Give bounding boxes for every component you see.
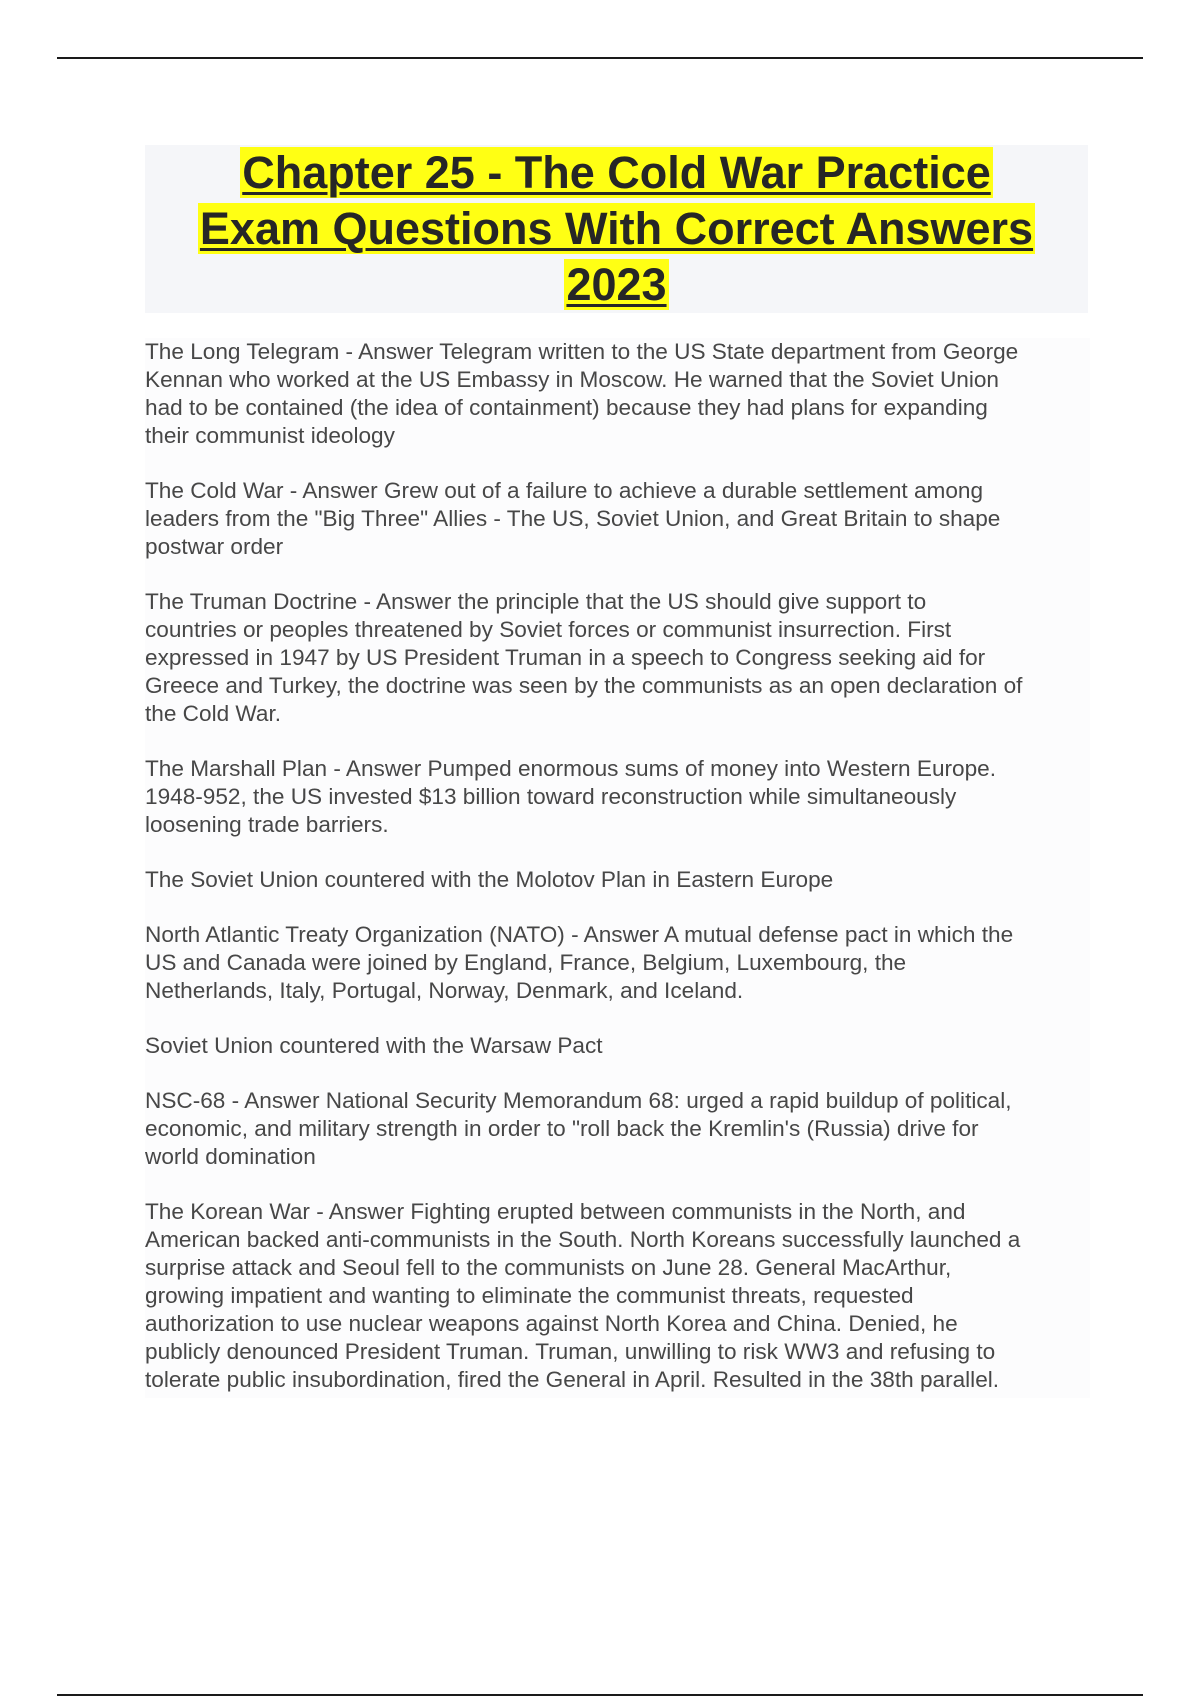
entry-line: economic, and military strength in order to "roll back the Kremlin's (Russia) drive for bbox=[145, 1116, 979, 1141]
qa-entry bbox=[145, 338, 1090, 450]
entry-line: countries or peoples threatened by Soviet forces or communist insurrection. First bbox=[145, 617, 952, 642]
entry-line: The Soviet Union countered with the Molotov Plan in Eastern Europe bbox=[145, 867, 834, 892]
qa-entry bbox=[145, 1032, 1090, 1060]
title-line: Exam Questions With Correct Answers bbox=[199, 203, 1034, 254]
entry-line: publicly denounced President Truman. Truman, unwilling to risk WW3 and refusing to bbox=[145, 1339, 996, 1364]
entry-line: had to be contained (the idea of containment) because they had plans for expanding bbox=[145, 395, 988, 420]
title-line: Chapter 25 - The Cold War Practice bbox=[242, 147, 991, 198]
title-line: 2023 bbox=[566, 259, 667, 310]
entry-line: Netherlands, Italy, Portugal, Norway, Denmark, and Iceland. bbox=[145, 978, 744, 1003]
qa-entry bbox=[145, 755, 1090, 839]
qa-entry bbox=[145, 921, 1090, 1005]
entry-line: 1948-952, the US invested $13 billion toward reconstruction while simultaneously bbox=[145, 784, 957, 809]
qa-entry bbox=[145, 1087, 1090, 1171]
qa-entry bbox=[145, 477, 1090, 561]
qa-entry bbox=[145, 1198, 1090, 1394]
entry-line: The Long Telegram - Answer Telegram written to the US State department from George bbox=[145, 339, 1019, 364]
qa-list bbox=[145, 338, 1090, 1398]
document-title bbox=[145, 145, 1088, 313]
qa-entry bbox=[145, 866, 1090, 894]
entry-line: surprise attack and Seoul fell to the communists on June 28. General MacArthur, bbox=[145, 1255, 952, 1280]
entry-line: postwar order bbox=[145, 534, 284, 559]
entry-line: The Korean War - Answer Fighting erupted between communists in the North, and bbox=[145, 1199, 966, 1224]
header-rule bbox=[57, 57, 1143, 59]
entry-line: authorization to use nuclear weapons against North Korea and China. Denied, he bbox=[145, 1311, 958, 1336]
entry-line: growing impatient and wanting to eliminate the communist threats, requested bbox=[145, 1283, 914, 1308]
entry-line: expressed in 1947 by US President Truman in a speech to Congress seeking aid for bbox=[145, 645, 986, 670]
entry-line: Greece and Turkey, the doctrine was seen by the communists as an open declaration of bbox=[145, 673, 1023, 698]
entry-line: Kennan who worked at the US Embassy in Moscow. He warned that the Soviet Union bbox=[145, 367, 999, 392]
entry-line: the Cold War. bbox=[145, 701, 282, 726]
entry-line: NSC-68 - Answer National Security Memorandum 68: urged a rapid buildup of political, bbox=[145, 1088, 1012, 1113]
entry-line: their communist ideology bbox=[145, 423, 395, 448]
entry-line: tolerate public insubordination, fired the General in April. Resulted in the 38th parallel. bbox=[145, 1367, 1000, 1392]
entry-line: leaders from the "Big Three" Allies - The US, Soviet Union, and Great Britain to shape bbox=[145, 506, 1001, 531]
qa-entry bbox=[145, 588, 1090, 728]
entry-line: US and Canada were joined by England, France, Belgium, Luxembourg, the bbox=[145, 950, 907, 975]
entry-line: The Truman Doctrine - Answer the principle that the US should give support to bbox=[145, 589, 927, 614]
entry-line: North Atlantic Treaty Organization (NATO) - Answer A mutual defense pact in which the bbox=[145, 922, 1014, 947]
entry-line: loosening trade barriers. bbox=[145, 812, 389, 837]
entry-line: world domination bbox=[145, 1144, 316, 1169]
entry-line: Soviet Union countered with the Warsaw Pact bbox=[145, 1033, 603, 1058]
footer-rule bbox=[57, 1694, 1143, 1696]
entry-line: The Cold War - Answer Grew out of a failure to achieve a durable settlement among bbox=[145, 478, 984, 503]
entry-line: The Marshall Plan - Answer Pumped enormous sums of money into Western Europe. bbox=[145, 756, 997, 781]
entry-line: American backed anti-communists in the South. North Koreans successfully launched a bbox=[145, 1227, 1021, 1252]
